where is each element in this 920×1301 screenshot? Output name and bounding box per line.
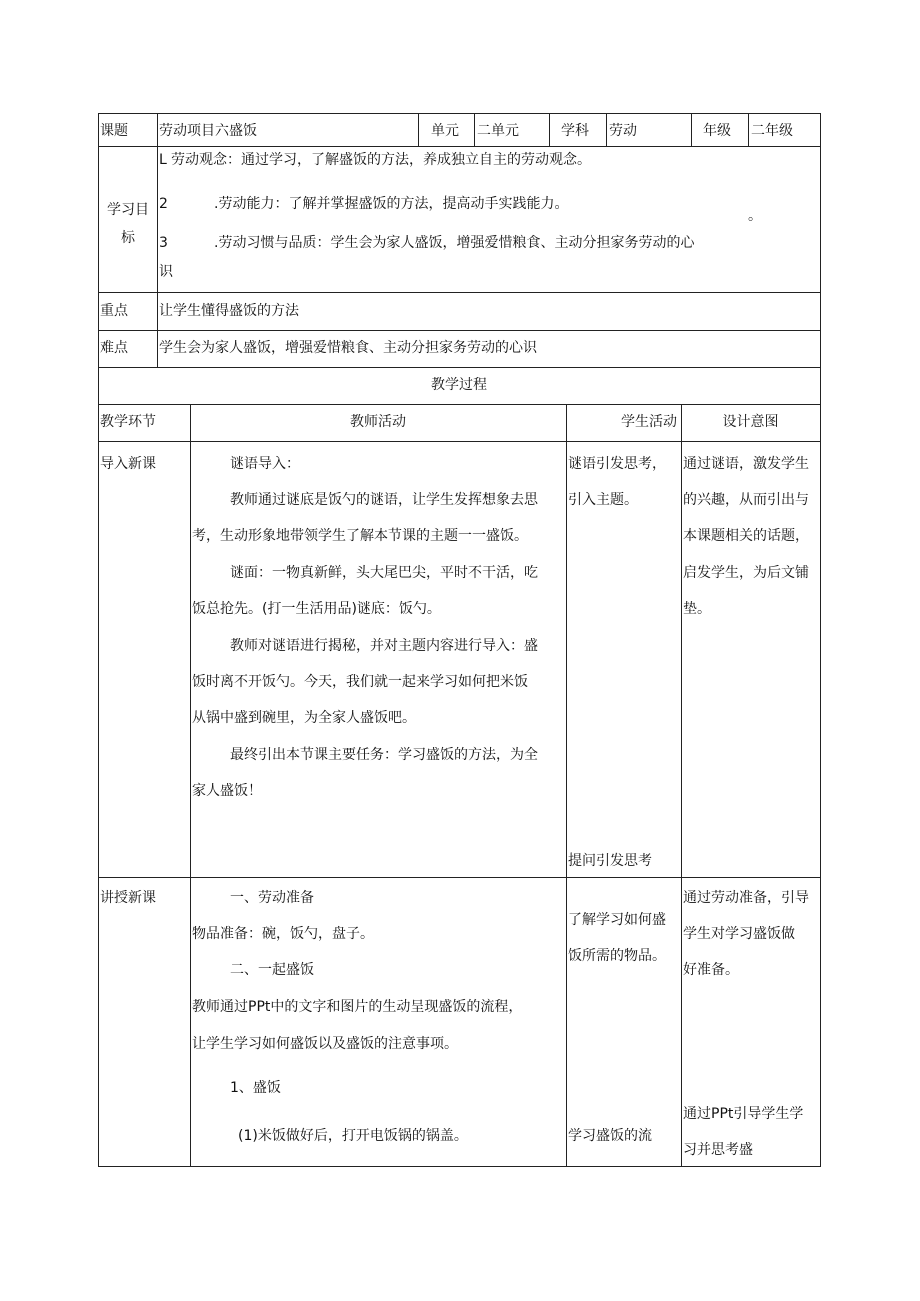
objective-1-text: 劳动观念：通过学习，了解盛饭的方法，养成独立自主的劳动观念。 [171, 152, 591, 168]
lecture-teacher-line: 物品准备：碗，饭勺，盘子。 [192, 926, 374, 942]
intro-teacher-line: 教师对谜语进行揭秘，并对主题内容进行导入：盛 [230, 638, 538, 654]
intro-design-line: 本课题相关的话题， [683, 528, 809, 544]
lecture-stage: 讲授新课 [100, 890, 156, 906]
objective-1-num: L [159, 152, 167, 168]
intro-student-bottom: 提问引发思考 [568, 853, 652, 869]
intro-teacher-line: 谜面：一物真新鲜，头大尾巴尖，平时不干活，吃 [230, 565, 538, 581]
objective-stray-mark: 。 [748, 208, 762, 224]
intro-stage: 导入新课 [100, 456, 156, 472]
lecture-design-bottom-line: 通过PPt引导学生学 [683, 1106, 804, 1122]
grade-value: 二年级 [751, 123, 793, 139]
difficulty-text: 学生会为家人盛饭，增强爱惜粮食、主动分担家务劳动的心识 [159, 340, 537, 356]
lecture-design-bottom-line: 习并思考盛 [683, 1142, 753, 1158]
intro-teacher-line: 谜语导入： [230, 456, 300, 472]
key-point-text: 让学生懂得盛饭的方法 [159, 303, 299, 319]
intro-teacher-line: 最终引出本节课主要任务：学习盛饭的方法，为全 [230, 747, 538, 763]
lecture-teacher-line: 让学生学习如何盛饭以及盛饭的注意事项。 [192, 1036, 458, 1052]
lecture-teacher-line: 二、一起盛饭 [230, 962, 314, 978]
intro-student-line: 谜语引发思考， [568, 456, 666, 472]
objective-2-text: .劳动能力：了解并掌握盛饭的方法，提高动手实践能力。 [214, 196, 569, 212]
lecture-design-line: 学生对学习盛饭做 [683, 926, 795, 942]
column-design: 设计意图 [722, 414, 779, 430]
lecture-student-bottom: 学习盛饭的流 [568, 1128, 652, 1144]
objective-2-num: 2 [159, 196, 168, 212]
lecture-design-line: 好准备。 [683, 962, 739, 978]
lecture-design-line: 通过劳动准备，引导 [683, 890, 809, 906]
column-student: 学生活动 [621, 414, 677, 430]
intro-teacher-line: 饭总抢先。(打一生活用品)谜底：饭勺。 [192, 601, 441, 617]
unit-label: 单元 [431, 123, 459, 139]
intro-design-line: 启发学生，为后文铺 [683, 565, 809, 581]
subject-label: 学科 [561, 123, 589, 139]
intro-teacher-line: 教师通过谜底是饭勺的谜语，让学生发挥想象去思 [230, 492, 538, 508]
intro-student-line: 引入主题。 [568, 492, 638, 508]
process-title: 教学过程 [431, 377, 487, 393]
lecture-student-line: 了解学习如何盛 [568, 912, 666, 928]
column-teacher: 教师活动 [350, 414, 406, 430]
grade-label: 年级 [703, 123, 731, 139]
unit-value: 二单元 [477, 123, 519, 139]
difficulty-label: 难点 [100, 340, 128, 356]
intro-teacher-line: 从锅中盛到碗里，为全家人盛饭吧。 [192, 710, 416, 726]
intro-design-line: 通过谜语，激发学生 [683, 456, 809, 472]
objective-3-continued: 识 [159, 264, 173, 280]
intro-design-line: 垫。 [683, 601, 711, 617]
column-stage: 教学环节 [100, 414, 156, 430]
intro-design-line: 的兴趣，从而引出与 [683, 492, 809, 508]
intro-teacher-line: 考，生动形象地带领学生了解本节课的主题一一盛饭。 [192, 528, 528, 544]
objective-3-text: .劳动习惯与品质：学生会为家人盛饭，增强爱惜粮食、主动分担家务劳动的心 [214, 235, 695, 251]
topic-label: 课题 [100, 123, 128, 139]
lecture-teacher-line: 教师通过PPt中的文字和图片的生动呈现盛饭的流程， [192, 999, 523, 1015]
intro-teacher-line: 家人盛饭！ [192, 783, 262, 799]
lecture-student-line: 饭所需的物品。 [568, 948, 666, 964]
key-point-label: 重点 [100, 303, 128, 319]
intro-teacher-line: 饭时离不开饭勺。今天，我们就一起来学习如何把米饭 [192, 674, 528, 690]
lecture-teacher-line: 一、劳动准备 [230, 890, 314, 906]
objectives-label: 学习目标 [107, 202, 149, 246]
topic-value: 劳动项目六盛饭 [159, 123, 257, 139]
lecture-teacher-line: (1)米饭做好后，打开电饭锅的锅盖。 [238, 1128, 468, 1144]
objective-3-num: 3 [159, 235, 168, 251]
subject-value: 劳动 [609, 123, 637, 139]
lecture-teacher-line: 1、盛饭 [230, 1080, 281, 1096]
